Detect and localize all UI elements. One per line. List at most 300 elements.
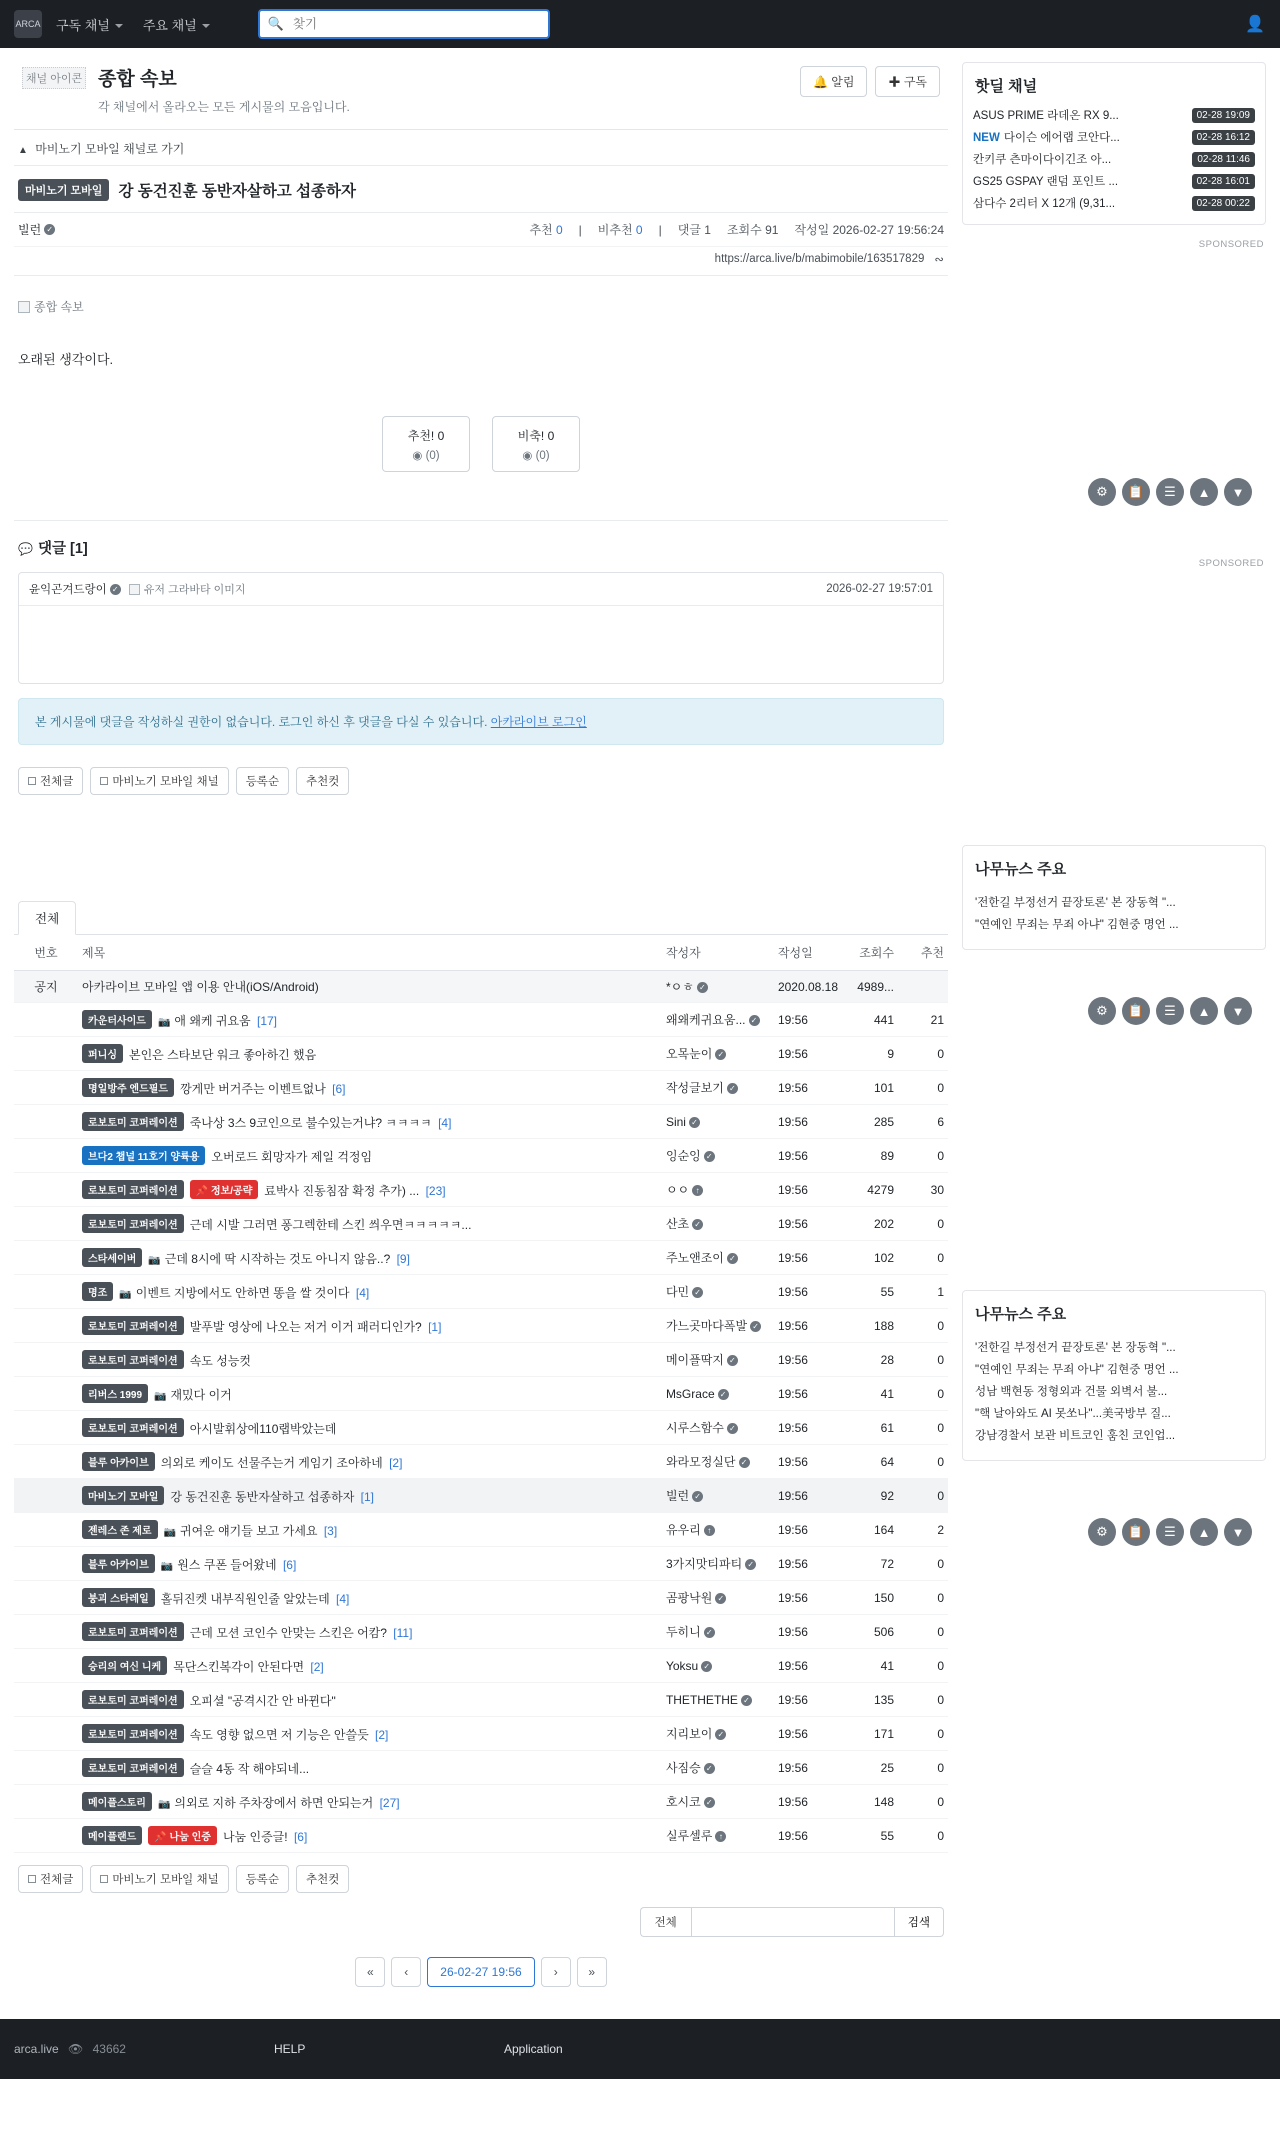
news-title-1: 나무뉴스 주요 <box>975 861 1067 878</box>
cell-writer[interactable] <box>662 1343 774 1377</box>
gear-icon[interactable]: ⚙ <box>1088 1518 1116 1546</box>
hotdeal-item-time: 02-28 00:22 <box>1192 196 1255 211</box>
article-date-value: 2026-02-27 19:56:24 <box>832 223 944 237</box>
cell-title[interactable] <box>78 1479 662 1513</box>
row-writer: ㅇㅇ <box>665 1183 690 1197</box>
arrow-down-icon[interactable]: ▼ <box>1224 1518 1252 1546</box>
cell-views: 101 <box>842 1071 898 1105</box>
ad-placeholder-main <box>14 795 948 891</box>
cell-writer[interactable] <box>662 1411 774 1445</box>
float-controls-2 <box>1088 997 1252 1025</box>
arrow-up-icon[interactable]: ▲ <box>1190 1518 1218 1546</box>
cell-num <box>14 1037 78 1071</box>
table-row[interactable] <box>14 1411 948 1445</box>
filter-by-recommend[interactable] <box>296 767 349 795</box>
filter-channel-bottom[interactable] <box>90 1865 228 1893</box>
row-comment-count: [4] <box>352 1286 370 1300</box>
row-title[interactable]: 슬슬 4동 작 해야되네... <box>189 1762 310 1776</box>
table-row[interactable] <box>14 971 948 1003</box>
cell-title[interactable] <box>78 1275 662 1309</box>
row-writer: *ㅇㅎ <box>665 980 694 994</box>
row-channel-tag[interactable]: 로보토미 코퍼레이션 <box>82 1316 184 1335</box>
row-title[interactable]: 속도 성능컷 <box>189 1354 252 1368</box>
hotdeal-item[interactable] <box>973 192 1255 214</box>
cell-num <box>14 1649 78 1683</box>
col-header-writer: 작성자 <box>662 935 774 971</box>
cell-writer[interactable] <box>662 1275 774 1309</box>
meta-sep2: | <box>658 222 662 237</box>
news-item[interactable]: '전한길 부정선거 끝장토론' 본 장동혁 "... <box>975 1342 1176 1354</box>
tab-all[interactable]: 전체 <box>18 901 76 935</box>
cell-title[interactable] <box>78 1615 662 1649</box>
row-channel-tag[interactable]: 브다2 챕널 11호기 양륙용 <box>82 1146 205 1165</box>
row-channel-tag[interactable]: 로보토미 코퍼레이션 <box>82 1622 184 1641</box>
page-title: 종합 속보 <box>98 69 177 90</box>
article-views <box>727 221 778 238</box>
footer-application[interactable]: Application <box>504 2042 563 2056</box>
copy-icon[interactable]: 📋 <box>1122 478 1150 506</box>
subscribe-button[interactable]: ✚ 구독 <box>875 66 940 97</box>
chevron-down-icon <box>202 24 210 28</box>
row-writer: 빌런 <box>665 1489 690 1503</box>
table-row[interactable] <box>14 1581 948 1615</box>
copy-icon[interactable]: 📋 <box>1122 1518 1150 1546</box>
table-row[interactable] <box>14 1275 948 1309</box>
row-comment-count: [2] <box>385 1456 403 1470</box>
page-next-button[interactable]: › <box>541 1957 571 1987</box>
cell-views: 28 <box>842 1343 898 1377</box>
cell-title[interactable] <box>78 1581 662 1615</box>
cell-views: 55 <box>842 1275 898 1309</box>
verified-icon: ✓ <box>741 1695 752 1706</box>
verified-icon: ✓ <box>749 1015 760 1026</box>
cell-title[interactable] <box>78 1105 662 1139</box>
cell-views: 41 <box>842 1377 898 1411</box>
comment-item <box>18 572 944 684</box>
row-channel-tag[interactable]: 로보토미 코퍼레이션 <box>82 1350 184 1369</box>
footer-help[interactable]: HELP <box>274 2042 306 2056</box>
table-row[interactable] <box>14 1819 948 1853</box>
cell-writer[interactable] <box>662 1615 774 1649</box>
cell-date: 19:56 <box>774 1513 842 1547</box>
article-author[interactable]: 빌런 <box>18 223 42 237</box>
hotdeal-item[interactable] <box>973 126 1255 148</box>
filter-all-posts-bottom[interactable] <box>18 1865 83 1893</box>
cell-writer[interactable] <box>662 1513 774 1547</box>
cell-rec: 0 <box>898 1547 948 1581</box>
cell-rec <box>898 971 948 1003</box>
comment-bubble-icon: 💬 <box>18 542 33 556</box>
user-icon[interactable]: 👤 <box>1245 16 1265 33</box>
board-table-head <box>14 935 948 971</box>
list-icon[interactable]: ☰ <box>1156 478 1184 506</box>
cell-writer[interactable] <box>662 1377 774 1411</box>
cell-writer[interactable] <box>662 1173 774 1207</box>
cell-title[interactable] <box>78 1173 662 1207</box>
table-row[interactable] <box>14 1139 948 1173</box>
downvote-button[interactable] <box>492 416 580 472</box>
arrow-up-icon[interactable]: ▲ <box>1190 478 1218 506</box>
row-writer: THETHETHE <box>665 1692 738 1707</box>
hotdeal-item-label: GS25 GSPAY 랜덤 포인트 ... <box>973 176 1119 188</box>
hotdeal-new-badge: NEW <box>973 132 1000 144</box>
comments-heading-label: 댓글 [1] <box>37 541 88 557</box>
cell-writer[interactable] <box>662 1751 774 1785</box>
hotdeal-list <box>963 104 1265 224</box>
verified-icon: ✓ <box>704 1151 715 1162</box>
gear-icon[interactable]: ⚙ <box>1088 997 1116 1025</box>
search-input[interactable] <box>291 16 540 32</box>
verified-icon: ✓ <box>715 1593 726 1604</box>
hotdeal-item[interactable] <box>973 170 1255 192</box>
row-comment-count: [4] <box>434 1116 452 1130</box>
filter-by-recommend-label: 추천컷 <box>306 776 340 788</box>
article-recommend-label: 추천 <box>529 223 553 237</box>
hotdeal-item[interactable] <box>973 104 1255 126</box>
row-comment-count: [6] <box>279 1558 297 1572</box>
cell-title[interactable] <box>78 1411 662 1445</box>
channel-icon-alt: 채널 아이콘 <box>25 73 83 85</box>
cell-num <box>14 1751 78 1785</box>
cell-writer[interactable] <box>662 1105 774 1139</box>
cell-writer[interactable] <box>662 1683 774 1717</box>
float-controls-3 <box>1088 1518 1252 1546</box>
cell-title[interactable] <box>78 1139 662 1173</box>
channel-subtitle: 각 채널에서 올라오는 모든 게시물의 모음입니다. <box>98 100 350 114</box>
table-row[interactable] <box>14 1615 948 1649</box>
verified-icon: ✓ <box>727 1423 738 1434</box>
page-prev-button[interactable]: ‹ <box>391 1957 421 1987</box>
footer-site-label: arca.live <box>14 2042 59 2056</box>
row-channel-tag[interactable]: 젠레스 존 제로 <box>82 1520 158 1539</box>
cell-title[interactable] <box>78 1717 662 1751</box>
cell-writer[interactable] <box>662 1139 774 1173</box>
row-channel-tag[interactable]: 로보토미 코퍼레이션 <box>82 1758 184 1777</box>
table-row[interactable] <box>14 1003 948 1037</box>
list-icon[interactable]: ☰ <box>1156 997 1184 1025</box>
row-title[interactable]: 홀뒤진켓 내부직원인줄 알았는데 <box>160 1592 330 1606</box>
row-writer: 시루스함수 <box>665 1421 724 1435</box>
filter-channel[interactable] <box>90 767 228 795</box>
news-item[interactable]: "연예인 무죄는 무죄 아냐" 김현중 명언 ... <box>975 1364 1179 1376</box>
cell-views: 148 <box>842 1785 898 1819</box>
article-channel-badge[interactable]: 마비노기 모바일 <box>18 179 109 201</box>
row-writer: 잉순잉 <box>665 1149 701 1163</box>
row-channel-tag[interactable]: 붕괴 스타레일 <box>82 1588 155 1607</box>
permalink-url[interactable]: https://arca.live/b/mabimobile/163517829 <box>714 253 925 265</box>
row-title[interactable]: 발푸발 영상에 나오는 저거 이거 패러디인가? <box>189 1320 422 1334</box>
table-row[interactable] <box>14 1377 948 1411</box>
cell-title[interactable] <box>78 1649 662 1683</box>
cell-rec: 0 <box>898 1615 948 1649</box>
row-channel-tag[interactable]: 블루 아카이브 <box>82 1554 155 1573</box>
cell-writer[interactable] <box>662 1581 774 1615</box>
row-title[interactable]: 강 동건진훈 동반자살하고 섭종하자 <box>170 1490 355 1504</box>
arrow-down-icon[interactable]: ▼ <box>1224 997 1252 1025</box>
float-controls-1 <box>1088 478 1252 506</box>
row-title[interactable]: 재밌다 이거 <box>170 1388 232 1402</box>
filter-by-date[interactable] <box>236 767 289 795</box>
cell-views: 9 <box>842 1037 898 1071</box>
row-channel-tag[interactable]: 메이플스토리 <box>82 1792 152 1811</box>
col-header-num: 번호 <box>14 935 78 971</box>
hotdeal-item-time: 02-28 11:46 <box>1192 152 1255 167</box>
site-logo[interactable] <box>14 10 42 38</box>
row-channel-tag[interactable]: 로보토미 코퍼레이션 <box>82 1214 184 1233</box>
article-recommend <box>529 221 562 238</box>
cell-writer[interactable] <box>662 1547 774 1581</box>
table-row[interactable] <box>14 1751 948 1785</box>
table-row[interactable] <box>14 1343 948 1377</box>
goto-channel-link[interactable] <box>14 130 948 166</box>
row-title[interactable]: 목단스킨복각이 안된다면 <box>173 1660 305 1674</box>
row-title[interactable]: 귀여운 얘기들 보고 가세요 <box>179 1524 318 1538</box>
cell-views: 188 <box>842 1309 898 1343</box>
cell-title[interactable] <box>78 1683 662 1717</box>
footer-counter: 43662 <box>92 2042 126 2056</box>
row-channel-tag[interactable]: 카운터사이드 <box>82 1010 152 1029</box>
member-icon: ↑ <box>715 1831 726 1842</box>
cell-num <box>14 1105 78 1139</box>
board-search-input[interactable] <box>691 1907 895 1937</box>
comment-author[interactable]: 윤익곤겨드랑이 <box>29 584 107 596</box>
row-channel-tag[interactable]: 마비노기 모바일 <box>82 1486 164 1505</box>
footer <box>0 2019 1280 2079</box>
article-text: 오래된 생각이다. <box>18 352 114 367</box>
cell-num <box>14 1003 78 1037</box>
cell-title[interactable] <box>78 1751 662 1785</box>
row-channel-tag[interactable]: 승리의 여신 니케 <box>82 1656 167 1675</box>
cell-title[interactable] <box>78 1343 662 1377</box>
nav-main-channels[interactable] <box>143 15 210 34</box>
row-category-tag[interactable]: 📌 나눔 인증 <box>148 1826 217 1845</box>
row-writer: 다민 <box>665 1285 690 1299</box>
verified-icon: ✓ <box>110 584 121 595</box>
row-title[interactable]: 깡게만 버거주는 이벤트없나 <box>180 1082 326 1096</box>
cell-date: 19:56 <box>774 1105 842 1139</box>
row-writer: 주노앤조이 <box>665 1251 724 1265</box>
cell-title[interactable] <box>78 1309 662 1343</box>
page-first-button[interactable]: « <box>355 1957 385 1987</box>
row-channel-tag[interactable]: 블루 아카이브 <box>82 1452 155 1471</box>
hotdeal-title: 핫딜 채널 <box>975 78 1038 95</box>
row-writer: 3가지맛티파티 <box>665 1557 743 1571</box>
cell-date: 19:56 <box>774 1683 842 1717</box>
cell-date: 19:56 <box>774 1207 842 1241</box>
eye-icon: 👁 <box>68 2042 84 2056</box>
cell-writer[interactable] <box>662 971 774 1003</box>
hotdeal-item-label: ASUS PRIME 라데온 RX 9... <box>973 110 1119 122</box>
article-comment-count: 1 <box>704 223 711 237</box>
row-title[interactable]: 의외로 지하 주차장에서 하면 안되는거 <box>174 1796 374 1810</box>
table-row[interactable] <box>14 1649 948 1683</box>
row-title[interactable]: 원스 쿠폰 들어왔네 <box>177 1558 277 1572</box>
table-row[interactable] <box>14 1309 948 1343</box>
cell-rec: 0 <box>898 1445 948 1479</box>
cell-title[interactable] <box>78 1377 662 1411</box>
arrow-up-icon[interactable]: ▲ <box>1190 997 1218 1025</box>
row-channel-tag[interactable]: 로보토미 코퍼레이션 <box>82 1112 184 1131</box>
camera-icon: 📷 <box>154 1391 167 1402</box>
cell-date: 19:56 <box>774 1581 842 1615</box>
downvote-sub: ◉ (0) <box>522 450 550 462</box>
verified-icon: ✓ <box>715 1049 726 1060</box>
cell-title[interactable] <box>78 1785 662 1819</box>
news-item[interactable]: "핵 날아와도 AI 못쏘나"...美국방부 질... <box>975 1408 1171 1420</box>
row-title[interactable]: 근데 모션 코인수 안맞는 스킨은 어캄? <box>189 1626 387 1640</box>
row-title[interactable]: 본인은 스타보단 워크 좋아하긴 했음 <box>128 1048 317 1062</box>
row-channel-tag[interactable]: 로보토미 코퍼레이션 <box>82 1180 184 1199</box>
row-comment-count: [4] <box>332 1592 350 1606</box>
table-row[interactable] <box>14 1683 948 1717</box>
news-item[interactable]: '전한길 부정선거 끝장토론' 본 장동혁 "... <box>975 897 1176 909</box>
row-title[interactable]: 죽나상 3스 9코인으로 불수있는거냐? ㅋㅋㅋㅋ <box>189 1116 432 1130</box>
row-channel-tag[interactable]: 메이플랜드 <box>82 1826 142 1845</box>
cell-num <box>14 1411 78 1445</box>
table-row[interactable] <box>14 1445 948 1479</box>
verified-icon: ✓ <box>692 1491 703 1502</box>
upvote-button[interactable] <box>382 416 470 472</box>
filter-row-bottom <box>14 1853 948 1893</box>
news-item[interactable]: 강남경찰서 보관 비트코인 훔친 코인업... <box>975 1430 1176 1442</box>
row-title[interactable]: 오피셜 "공격시간 안 바뀐다" <box>189 1694 336 1708</box>
row-channel-tag[interactable]: 스타세이버 <box>82 1248 142 1267</box>
table-row[interactable] <box>14 1479 948 1513</box>
cell-rec: 30 <box>898 1173 948 1207</box>
cell-writer[interactable] <box>662 1037 774 1071</box>
filter-by-date-bottom[interactable] <box>236 1865 289 1893</box>
hotdeal-item-time: 02-28 16:01 <box>1192 174 1255 189</box>
filter-by-date-bottom-label: 등록순 <box>245 1874 280 1886</box>
list-icon[interactable]: ☰ <box>1156 1518 1184 1546</box>
row-writer: 왜왜케귀요움... <box>665 1013 746 1027</box>
filter-by-recommend-bottom[interactable] <box>296 1865 349 1893</box>
cell-title[interactable] <box>78 971 662 1003</box>
cell-num <box>14 1717 78 1751</box>
row-title[interactable]: 의외로 케이도 선물주는거 게임기 조아하네 <box>160 1456 383 1470</box>
row-title[interactable]: 속도 영향 없으면 저 기능은 안쓸듯 <box>189 1728 369 1742</box>
meta-sep: | <box>578 222 582 237</box>
article-title-row <box>14 166 948 213</box>
cell-writer[interactable] <box>662 1649 774 1683</box>
login-link[interactable]: 아카라이브 로그인 <box>490 715 587 729</box>
verified-icon: ✓ <box>697 982 708 993</box>
row-title[interactable]: 료박사 진동침잠 확정 추가) ... <box>264 1184 420 1198</box>
board-search-button[interactable]: 검색 <box>895 1907 944 1937</box>
row-channel-tag[interactable]: 로보토미 코퍼레이션 <box>82 1690 184 1709</box>
cell-title[interactable] <box>78 1547 662 1581</box>
cell-views: 150 <box>842 1581 898 1615</box>
cell-title[interactable] <box>78 1819 662 1853</box>
table-row[interactable] <box>14 1785 948 1819</box>
cell-writer[interactable] <box>662 1445 774 1479</box>
cell-writer[interactable] <box>662 1785 774 1819</box>
cell-writer[interactable] <box>662 1003 774 1037</box>
footer-site <box>14 2042 274 2056</box>
article-body <box>14 276 948 520</box>
cell-writer[interactable] <box>662 1819 774 1853</box>
row-title[interactable]: 애 왜케 귀요움 <box>174 1014 251 1028</box>
row-channel-tag[interactable]: 명조 <box>82 1282 113 1301</box>
cell-title[interactable] <box>78 1071 662 1105</box>
row-channel-tag[interactable]: 로보토미 코퍼레이션 <box>82 1724 184 1743</box>
row-category-tag[interactable]: 📌 정보/공략 <box>190 1180 259 1199</box>
table-row[interactable] <box>14 1207 948 1241</box>
cell-title[interactable] <box>78 1241 662 1275</box>
table-row[interactable] <box>14 1105 948 1139</box>
news-item[interactable]: "연예인 무죄는 무죄 아냐" 김현중 명언 ... <box>975 919 1179 931</box>
cell-writer[interactable] <box>662 1479 774 1513</box>
row-title[interactable]: 근데 8시에 딱 시작하는 것도 아니지 않음..? <box>164 1252 391 1266</box>
table-row[interactable] <box>14 1071 948 1105</box>
row-title[interactable]: 근데 시발 그러면 퐁그렉한테 스킨 씌우면ㅋㅋㅋㅋㅋ... <box>189 1218 472 1232</box>
row-channel-tag[interactable]: 로보토미 코퍼레이션 <box>82 1418 184 1437</box>
arrow-down-icon[interactable]: ▼ <box>1224 478 1252 506</box>
table-row[interactable] <box>14 1037 948 1071</box>
row-channel-tag[interactable]: 명일방주 엔드필드 <box>82 1078 174 1097</box>
row-title[interactable]: 오버로드 회망자가 제일 걱정임 <box>211 1150 373 1164</box>
table-row[interactable] <box>14 1717 948 1751</box>
row-title[interactable]: 아시발휘상에110랩박았는데 <box>189 1422 337 1436</box>
cell-title[interactable] <box>78 1003 662 1037</box>
row-title[interactable]: 나눔 인증글! <box>222 1830 288 1844</box>
login-notice-text: 본 게시물에 댓글을 작성하실 권한이 없습니다. 로그인 하신 후 댓글을 다실 수 있습니다. <box>35 715 488 729</box>
verified-icon: ✓ <box>704 1797 715 1808</box>
row-writer: 작성글보기 <box>665 1081 724 1095</box>
row-channel-tag[interactable]: 퍼니싱 <box>82 1044 123 1063</box>
article-image-placeholder <box>18 298 944 315</box>
row-channel-tag[interactable]: 리버스 1999 <box>82 1384 148 1403</box>
filter-all-posts[interactable] <box>18 767 83 795</box>
cell-title[interactable] <box>78 1037 662 1071</box>
search-box[interactable] <box>258 9 550 39</box>
cell-writer[interactable] <box>662 1071 774 1105</box>
cell-num <box>14 1377 78 1411</box>
pagination <box>14 1937 948 2013</box>
cell-writer[interactable] <box>662 1717 774 1751</box>
cell-writer[interactable] <box>662 1309 774 1343</box>
verified-icon: ✓ <box>692 1287 703 1298</box>
cell-num <box>14 1343 78 1377</box>
nav-subscribed-channels[interactable] <box>56 15 123 34</box>
page-current[interactable]: 26-02-27 19:56 <box>427 1957 534 1987</box>
cell-rec: 1 <box>898 1275 948 1309</box>
filter-channel-label: 마비노기 모바일 채널 <box>112 776 219 788</box>
share-icon[interactable]: ∾ <box>934 254 944 266</box>
news-item[interactable]: 성남 백현동 정형외과 건물 외벽서 불... <box>975 1386 1168 1398</box>
table-row[interactable] <box>14 1173 948 1207</box>
row-title[interactable]: 이벤트 지방에서도 안하면 똥을 쌀 것이다 <box>135 1286 350 1300</box>
row-comment-count: [6] <box>290 1830 308 1844</box>
cell-rec: 0 <box>898 1037 948 1071</box>
cell-writer[interactable] <box>662 1207 774 1241</box>
copy-icon[interactable]: 📋 <box>1122 997 1150 1025</box>
row-title[interactable]: 아카라이브 모바일 앱 이용 안내(iOS/Android) <box>82 980 319 994</box>
cell-title[interactable] <box>78 1445 662 1479</box>
gear-icon[interactable]: ⚙ <box>1088 478 1116 506</box>
page-last-button[interactable]: » <box>577 1957 607 1987</box>
hotdeal-item[interactable] <box>973 148 1255 170</box>
table-row[interactable] <box>14 1241 948 1275</box>
cell-title[interactable] <box>78 1513 662 1547</box>
search-scope-select[interactable]: 전체 <box>640 1907 691 1937</box>
cell-writer[interactable] <box>662 1241 774 1275</box>
downvote-sub-value: (0) <box>535 450 550 462</box>
table-row[interactable] <box>14 1547 948 1581</box>
alarm-button[interactable]: 🔔 알림 <box>800 66 867 97</box>
cell-title[interactable] <box>78 1207 662 1241</box>
table-row[interactable] <box>14 1513 948 1547</box>
